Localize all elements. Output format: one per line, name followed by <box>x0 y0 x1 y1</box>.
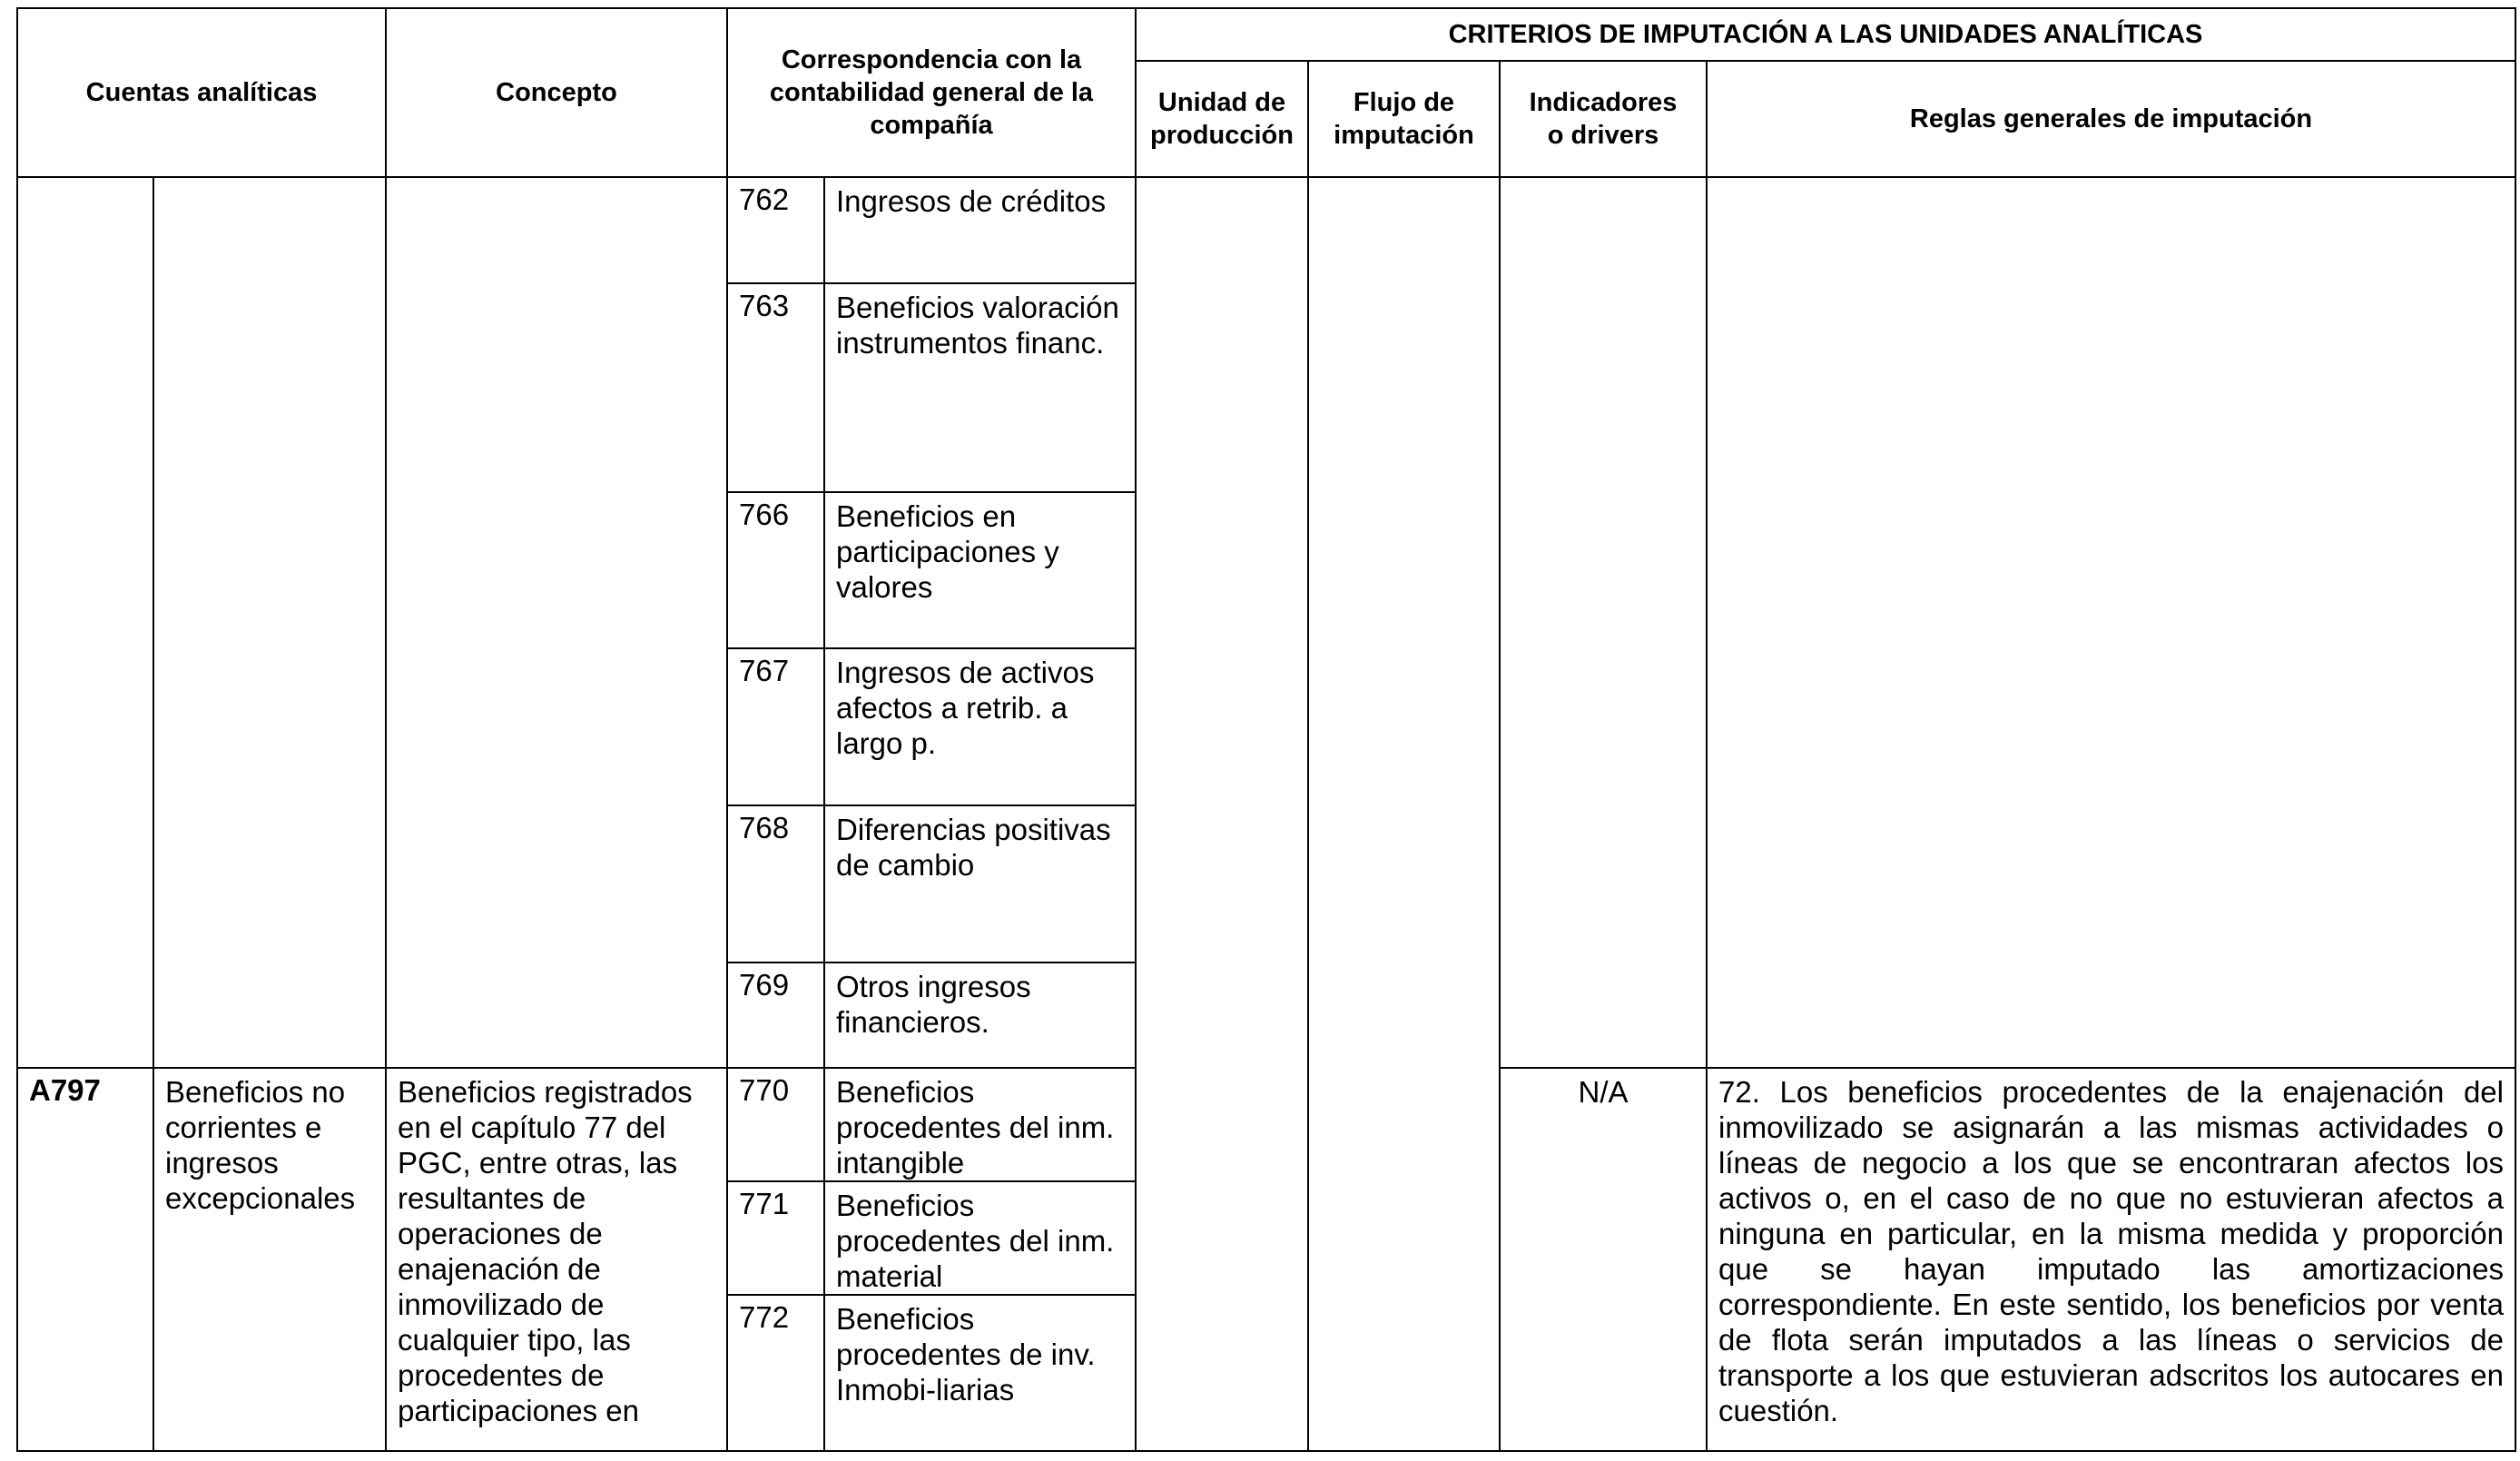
account-code-762: 762 <box>727 177 824 283</box>
account-label-762: Ingresos de créditos <box>824 177 1136 283</box>
account-code-771: 771 <box>727 1181 824 1295</box>
concepto-cell-empty <box>386 177 727 1068</box>
account-label-771: Beneficios procedentes del inm. material <box>824 1181 1136 1295</box>
a797-regla: 72. Los beneficios procedentes de la enajenación del inmovilizado se asignarán a las mismas actividades o líneas de negocio a los que se encontraran afectos los activos o, en el caso de no que no estuvieran afectos a ninguna en particular, en la misma medida y proporción que se hayan imputado las amortizaciones correspondiente. En este sentido, los beneficios por venta de flota serán imputados a las líneas o servicios de transporte a los que estuvieran adscritos los autocares en cuestión. <box>1707 1068 2515 1451</box>
cuenta-code-cell-empty <box>17 177 153 1068</box>
header-correspondencia-text: Correspondencia con la contabilidad general de la compañía <box>769 45 1094 140</box>
cuenta-name-cell-empty <box>153 177 386 1068</box>
account-code-766: 766 <box>727 492 824 648</box>
account-code-772: 772 <box>727 1295 824 1451</box>
account-code-770: 770 <box>727 1068 824 1181</box>
account-label-772: Beneficios procedentes de inv. Inmobi-liarias <box>824 1295 1136 1451</box>
header-indicadores: Indicadores o drivers <box>1500 61 1707 177</box>
a797-indicador: N/A <box>1500 1068 1707 1451</box>
header-reglas: Reglas generales de imputación <box>1707 61 2515 177</box>
a797-concepto: Beneficios registrados en el capítulo 77 del PGC, entre otras, las resultantes de operaciones de enajenación de inmovilizado de cualquier tipo, las procedentes de participaciones en <box>386 1068 727 1451</box>
flujo-cell <box>1308 177 1500 1451</box>
account-label-768: Diferencias positivas de cambio <box>824 805 1136 962</box>
account-label-766: Beneficios en participaciones y valores <box>824 492 1136 648</box>
account-code-769: 769 <box>727 962 824 1068</box>
account-label-767: Ingresos de activos afectos a retrib. a largo p. <box>824 648 1136 805</box>
header-flujo: Flujo de imputación <box>1308 61 1500 177</box>
account-label-769: Otros ingresos financieros. <box>824 962 1136 1068</box>
unidad-cell <box>1136 177 1308 1451</box>
page <box>16 7 2516 1452</box>
account-code-767: 767 <box>727 648 824 805</box>
header-concepto: Concepto <box>386 8 727 177</box>
a797-code: A797 <box>17 1068 153 1451</box>
indicadores-cell-upper <box>1500 177 1707 1068</box>
imputation-table <box>16 7 2516 1452</box>
header-criterios: CRITERIOS DE IMPUTACIÓN A LAS UNIDADES ANALÍTICAS <box>1136 8 2515 61</box>
account-code-763: 763 <box>727 283 824 492</box>
account-label-763: Beneficios valoración instrumentos financ. <box>824 283 1136 492</box>
header-unidad: Unidad de producción <box>1136 61 1308 177</box>
reglas-cell-upper <box>1707 177 2515 1068</box>
account-label-770: Beneficios procedentes del inm. intangible <box>824 1068 1136 1181</box>
account-code-768: 768 <box>727 805 824 962</box>
header-cuentas: Cuentas analíticas <box>17 8 386 177</box>
header-correspondencia <box>727 8 1136 177</box>
a797-cuenta: Beneficios no corrientes e ingresos excepcionales <box>153 1068 386 1451</box>
